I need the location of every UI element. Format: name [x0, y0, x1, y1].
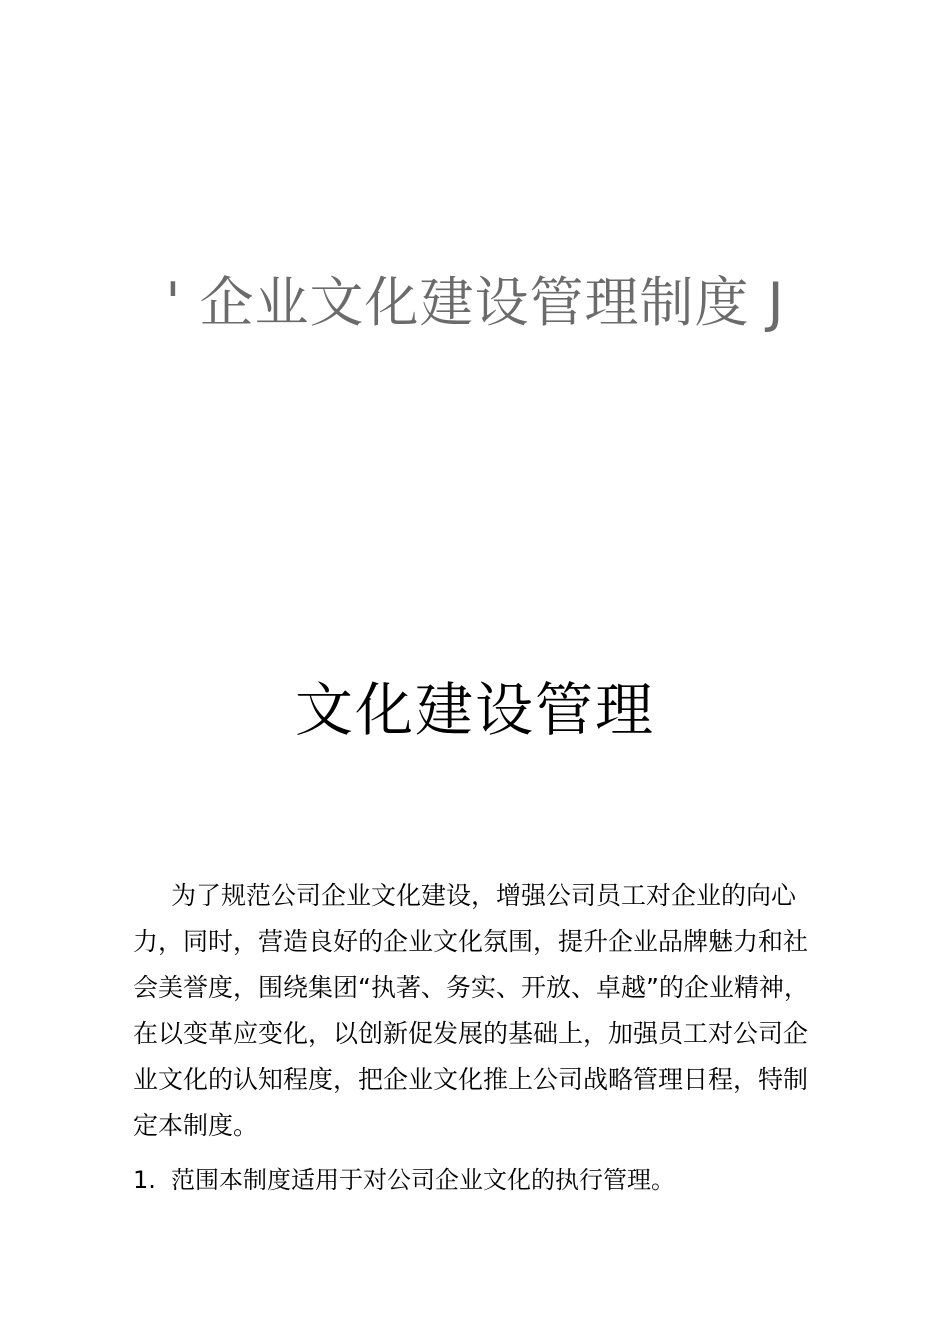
paragraph-line: 定本制度。 — [133, 1111, 259, 1140]
paragraph-line: 在以变革应变化，以创新促发展的基础上，加强员工对公司企 — [133, 1019, 809, 1048]
intro-paragraph — [133, 873, 833, 1149]
paragraph-line: 力，同时，营造良好的企业文化氛围，提升企业品牌魅力和社 — [133, 927, 809, 956]
list-item — [133, 1160, 675, 1200]
page-title: ' 企业文化建设管理制度 J — [165, 271, 785, 334]
paragraph-line: 业文化的认知程度，把企业文化推上公司战略管理日程，特制 — [133, 1065, 809, 1094]
section-title: 文化建设管理 — [294, 676, 655, 744]
list-item-number: 1. — [133, 1166, 156, 1194]
paragraph-line: 为了规范公司企业文化建设，增强公司员工对企业的向心 — [171, 881, 797, 910]
paragraph-line: 会美誉度，围绕集团“执著、务实、开放、卓越”的企业精神， — [133, 973, 809, 1002]
list-item-text: 范围本制度适用于对公司企业文化的执行管理。 — [171, 1166, 675, 1194]
